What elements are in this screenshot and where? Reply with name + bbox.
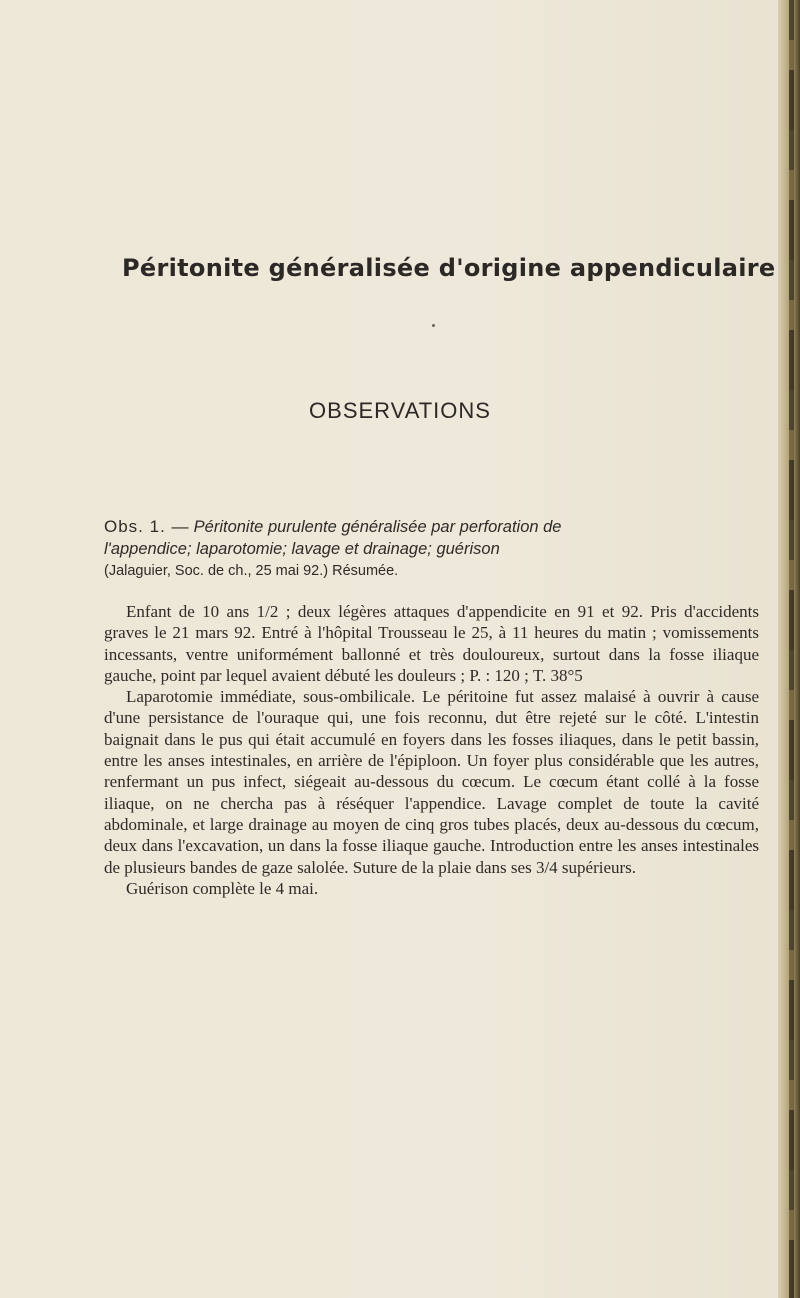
paragraph-history: Enfant de 10 ans 1/2 ; deux légères attaques d'appendicite en 91 et 92. Pris d'accidents graves le 21 mars 92. Entré à l'hôpital Trousseau le 25, à 11 heures du matin ; vomissements incessants, ventre uniformément ballonné et très douloureux, surtout dans la fosse iliaque gauche, point par lequel avaient débuté les douleurs ; P. : 120 ; T. 38°5	[104, 602, 759, 685]
section-title: OBSERVATIONS	[309, 398, 491, 423]
binding-edge	[789, 0, 794, 1298]
observation-title-line1	[104, 516, 754, 538]
observation-body	[104, 601, 759, 899]
paragraph-outcome: Guérison complète le 4 mai.	[126, 878, 319, 898]
observation-title-line2: l'appendice; laparotomie; lavage et drainage; guérison	[104, 540, 500, 558]
observation-reference: (Jalaguier, Soc. de ch., 25 mai 92.) Résumée.	[104, 563, 399, 579]
stray-dot	[432, 324, 435, 327]
observation-header	[104, 516, 754, 582]
observation-number: Obs. 1. —	[104, 517, 190, 536]
observation-title: Péritonite purulente généralisée par perforation de	[193, 518, 562, 536]
paragraph-operation: Laparotomie immédiate, sous-ombilicale. Le péritoine fut assez malaisé à ouvrir à cause d'une persistance de l'ouraque qui, une fois reconnu, dut être rejeté sur le côté. L'intestin baignait dans le pus qui était accumulé en foyers dans les fosses iliaques, dans le petit bassin, entre les anses intestinales, en arrière de l'épiploon. Un foyer plus considérable que les autres, renfermant un pus infect, siégeait au-dessous du cœcum. Le cœcum étant collé à la fosse iliaque, on ne chercha pas à réséquer l'appendice. Lavage complet de toute la cavité abdominale, et large drainage au moyen de cinq gros tubes placés, deux au-dessous du cœcum, deux dans l'excavation, un dans la fosse iliaque gauche. Introduction entre les anses intestinales de plusieurs bandes de gaze salolée. Suture de la plaie dans ses 3/4 supérieurs.	[104, 687, 759, 877]
chapter-heading: Péritonite généralisée d'origine appendiculaire	[122, 254, 776, 282]
